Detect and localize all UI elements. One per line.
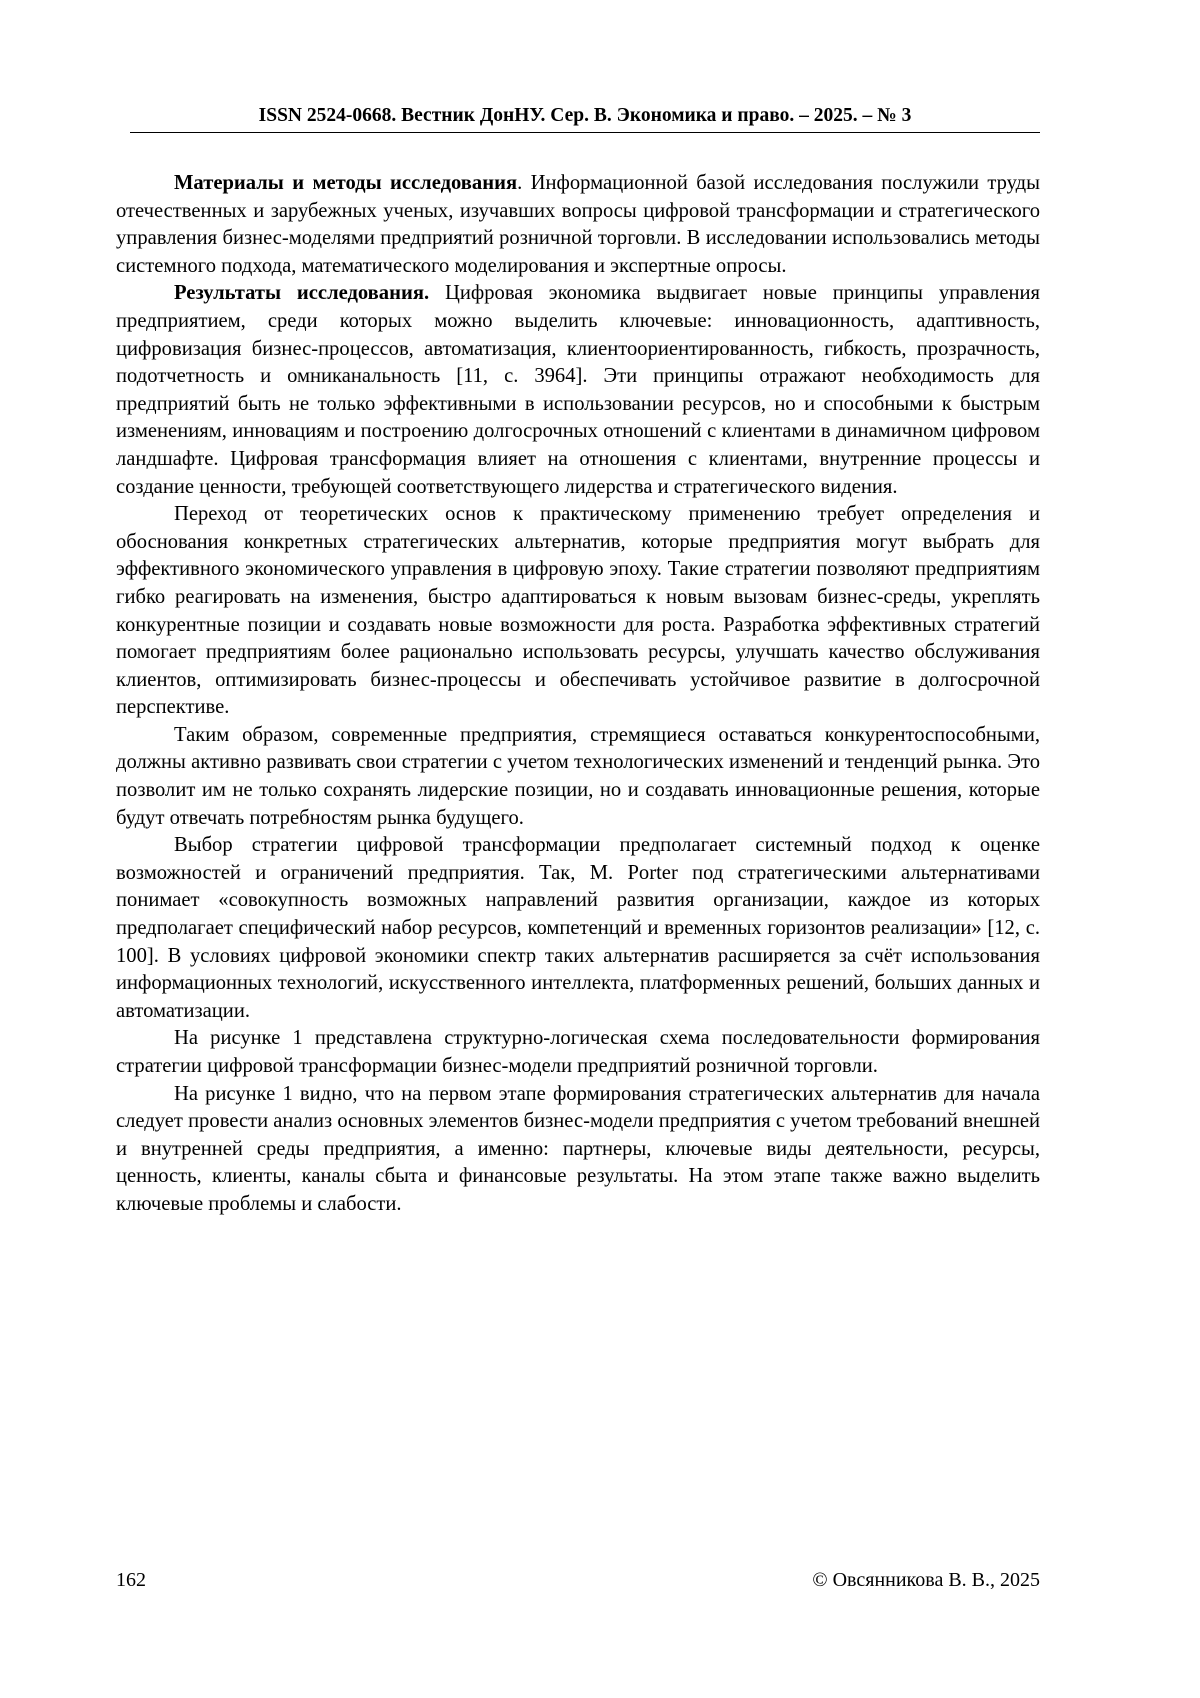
paragraph-text: Переход от теоретических основ к практическому применению требует определения и обоснования конкретных стратегических альтернатив, которые предприятия могут выбрать для эффективного экономического управления в цифровую эпоху. Такие стратегии позволяют предприятиям гибко реагировать на изменения, быстро адаптироваться к новым вызовам бизнес-среды, укреплять конкурентные позиции и создавать новые возможности для роста. Разработка эффективных стратегий помогает предприятиям более рационально использовать ресурсы, улучшать качество обслуживания клиентов, оптимизировать бизнес-процессы и обеспечивать устойчивое развитие в долгосрочной перспективе. — [116, 503, 1040, 719]
paragraph-text: Цифровая экономика выдвигает новые принципы управления предприятием, среди которых можно выделить ключевые: инновационность, адаптивность, цифровизация бизнес-процессов, автоматизация, клиентоориентированность, гибкость, прозрачность, подотчетность и омниканальность [11, с. 3964]. Эти принципы отражают необходимость для предприятий быть не только эффективными в использовании ресурсов, но и способными к быстрым изменениям, инновациям и построению долгосрочных отношений с клиентами в динамичном цифровом ландшафте. Цифровая трансформация влияет на отношения с клиентами, внутренние процессы и создание ценности, требующей соответствующего лидерства и стратегического видения. — [116, 282, 1041, 498]
paragraph-text: На рисунке 1 видно, что на первом этапе формирования стратегических альтернатив для начала следует провести анализ основных элементов бизнес-модели предприятия с учетом требований внешней и внутренней среды предприятия, а именно: партнеры, ключевые виды деятельности, ресурсы, ценность, клиенты, каналы сбыта и финансовые результаты. На этом этапе также важно выделить ключевые проблемы и слабости. — [116, 1082, 1040, 1215]
header-rule — [130, 132, 1040, 133]
copyright-notice: © Овсянникова В. В., 2025 — [812, 1569, 1040, 1591]
running-header: ISSN 2524-0668. Вестник ДонНУ. Сер. В. Экономика и право. – 2025. – № 3 — [258, 105, 912, 126]
paragraph-text: Таким образом, современные предприятия, стремящиеся оставаться конкурентоспособными, должны активно развивать свои стратегии с учетом технологических изменений и тенденций рынка. Это позволит им не только сохранять лидерские позиции, но и создавать инновационные решения, которые будут отвечать потребностям рынка будущего. — [116, 723, 1040, 829]
paragraph-materials-methods — [116, 170, 1040, 280]
paragraph-conclusion-competitiveness — [116, 722, 1040, 832]
paragraph-figure-analysis — [116, 1081, 1040, 1219]
paragraph-text: . Информационной базой исследования послужили труды отечественных и зарубежных ученых, изучавших вопросы цифровой трансформации и стратегического управления бизнес-моделями предприятий розничной торговли. В исследовании использовались методы системного подхода, математического моделирования и экспертные опросы. — [116, 172, 1040, 277]
paragraph-results — [116, 280, 1040, 501]
paragraph-strategy-choice — [116, 832, 1040, 1025]
paragraph-figure-reference — [116, 1025, 1040, 1080]
section-heading-materials-methods: Материалы и методы исследования — [174, 172, 518, 194]
article-body — [116, 170, 1040, 1219]
section-heading-results: Результаты исследования. — [174, 282, 430, 305]
page-number: 162 — [116, 1569, 146, 1591]
paragraph-transition — [116, 501, 1040, 722]
paragraph-text: На рисунке 1 представлена структурно-логическая схема последовательности формирования стратегии цифровой трансформации бизнес-модели предприятий розничной торговли. — [116, 1027, 1040, 1077]
paragraph-text: Выбор стратегии цифровой трансформации предполагает системный подход к оценке возможностей и ограничений предприятия. Так, M. Porter под стратегическими альтернативами понимает «совокупность возможных направлений развития организации, каждое из которых предполагает специфический набор ресурсов, компетенций и временных горизонтов реализации» [12, с. 100]. В условиях цифровой экономики спектр таких альтернатив расширяется за счёт использования информационных технологий, искусственного интеллекта, платформенных решений, больших данных и автоматизации. — [116, 834, 1040, 1022]
